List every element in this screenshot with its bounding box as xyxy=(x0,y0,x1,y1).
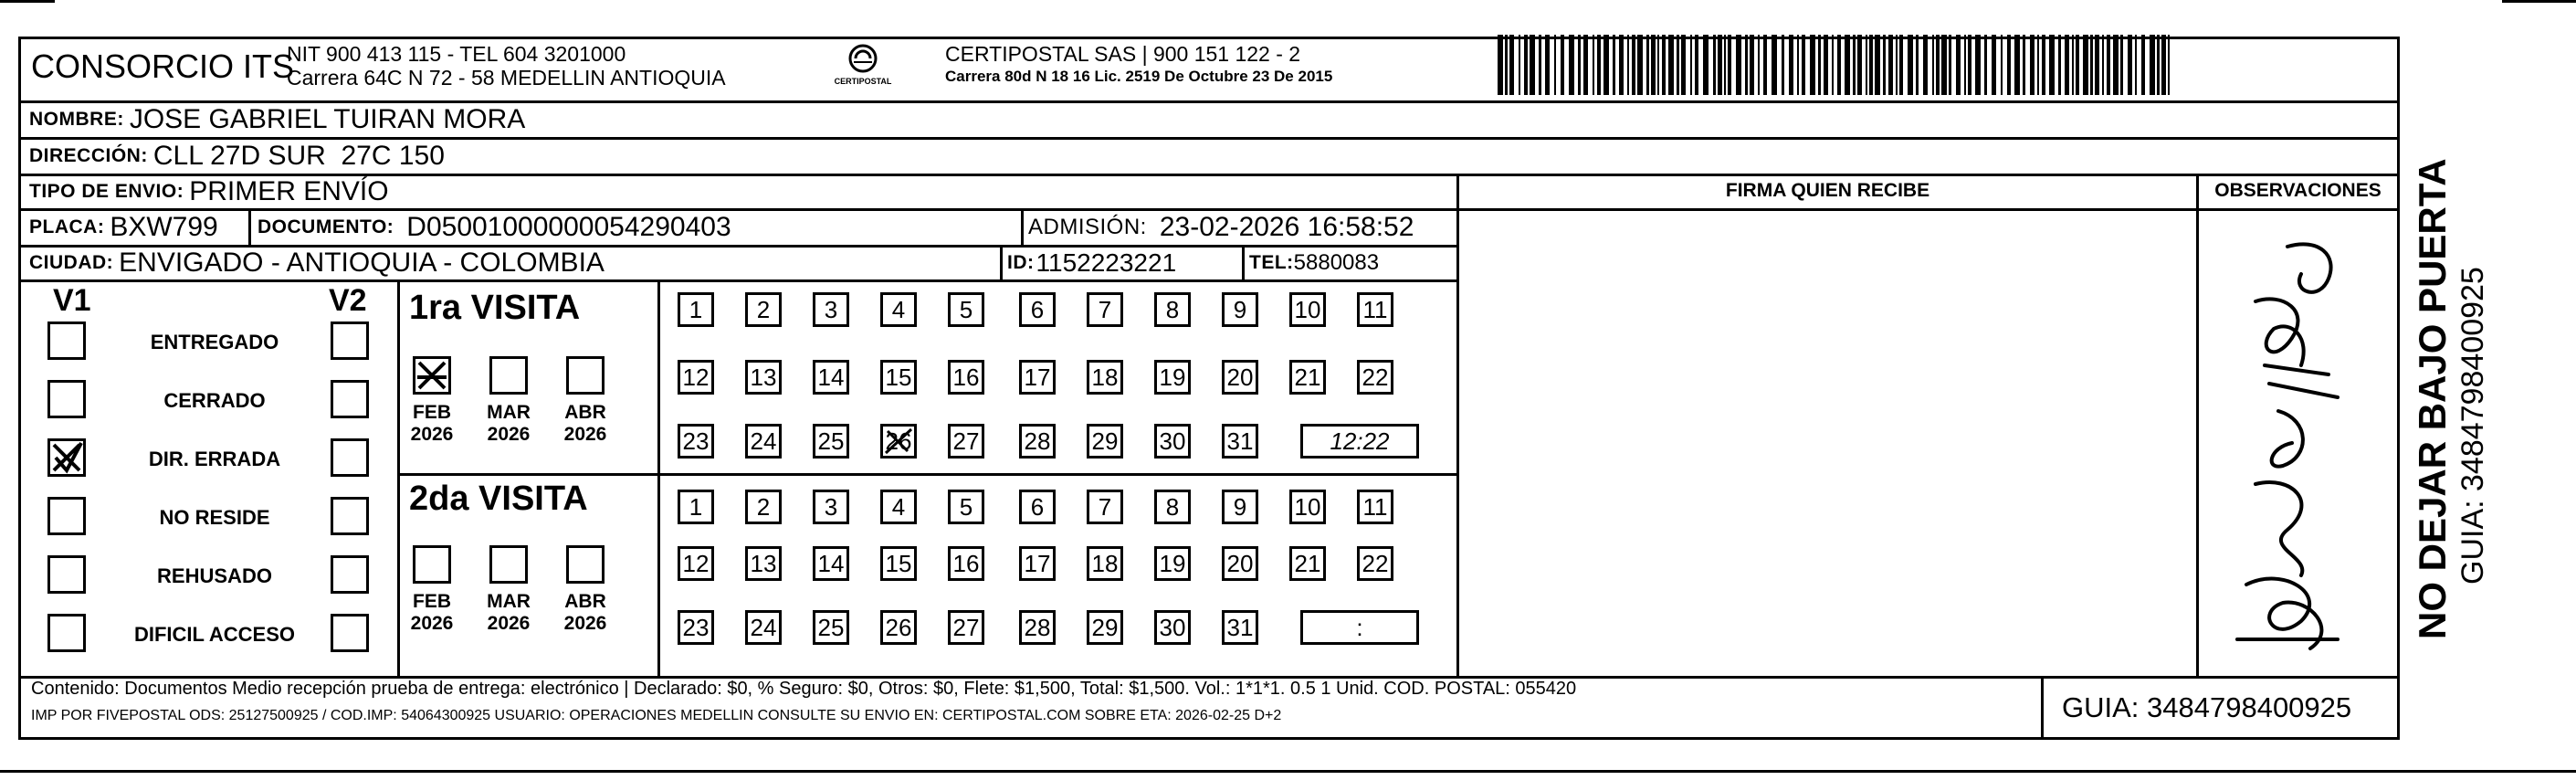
day-box[interactable]: 24 xyxy=(745,424,782,459)
admision-label: ADMISIÓN: xyxy=(1028,215,1147,239)
month-checkbox-mar[interactable] xyxy=(489,356,528,395)
day-box[interactable]: 17 xyxy=(1019,360,1056,395)
nombre-label: NOMBRE: xyxy=(29,109,124,130)
id-value: 1152223221 xyxy=(1036,248,1177,277)
tel-value: 5880083 xyxy=(1293,250,1380,275)
month-checkbox-abr[interactable] xyxy=(566,545,605,584)
footer-imp: IMP POR FIVEPOSTAL ODS: 25127500925 / COD.IMP: 54064300925 USUARIO: OPERACIONES MEDELLIN CONSULTE SU ENVIO EN: CERTIPOSTAL.COM SOBRE ETA: 2026-02-25 D+2 xyxy=(31,708,1282,723)
status-label: DIR. ERRADA xyxy=(148,448,281,470)
day-box[interactable]: 2 xyxy=(745,490,782,524)
top-edge-line xyxy=(0,0,55,3)
ciudad-value: ENVIGADO - ANTIOQUIA - COLOMBIA xyxy=(119,248,605,278)
day-box[interactable]: 8 xyxy=(1154,292,1191,327)
month-checkbox-abr[interactable] xyxy=(566,356,605,395)
month-checkbox-mar[interactable] xyxy=(489,545,528,584)
day-box[interactable]: 14 xyxy=(813,360,849,395)
placa-row xyxy=(29,210,218,245)
day-box[interactable]: 6 xyxy=(1019,292,1056,327)
day-box[interactable]: 24 xyxy=(745,610,782,645)
tipo-label: TIPO DE ENVIO: xyxy=(29,180,184,202)
admision-divider xyxy=(1021,208,1024,245)
bottom-edge-line xyxy=(0,770,2576,773)
tel-row xyxy=(1249,247,1379,279)
day-box[interactable]: 20 xyxy=(1222,546,1258,581)
day-box[interactable]: 9 xyxy=(1222,292,1258,327)
documento-label: DOCUMENTO: xyxy=(258,216,394,237)
month-label xyxy=(405,591,459,635)
placa-divider xyxy=(248,208,251,245)
day-box[interactable]: 4 xyxy=(880,490,917,524)
side-text-block xyxy=(2411,55,2539,639)
right-frame-divider xyxy=(2397,100,2400,677)
month-label xyxy=(405,402,459,446)
day-box[interactable]: 11 xyxy=(1357,490,1393,524)
status-label: REHUSADO xyxy=(157,564,272,587)
status-label: ENTREGADO xyxy=(150,331,279,353)
month-year: 2026 xyxy=(487,613,531,634)
v2-divider xyxy=(397,279,400,677)
top-edge-line-right xyxy=(2502,0,2576,3)
second-visit-title: 2da VISITA xyxy=(409,480,588,518)
day-box[interactable]: 10 xyxy=(1289,292,1326,327)
certipostal-logo xyxy=(826,40,899,95)
day-box[interactable]: 28 xyxy=(1019,610,1056,645)
month-year: 2026 xyxy=(563,613,607,634)
footer-guia-divider xyxy=(2041,676,2044,740)
v1-checkbox[interactable] xyxy=(47,380,86,418)
recipient-signature xyxy=(2201,237,2392,658)
v1-checkbox[interactable] xyxy=(47,321,86,360)
tel-label: TEL: xyxy=(1249,252,1294,273)
day-box[interactable]: 10 xyxy=(1289,490,1326,524)
month-year: 2026 xyxy=(410,613,454,634)
admision-value: 23-02-2026 16:58:52 xyxy=(1159,212,1414,242)
day-box[interactable]: 15 xyxy=(880,360,917,395)
v2-checkbox[interactable] xyxy=(331,438,369,477)
documento-value: D05001000000054290403 xyxy=(406,212,731,242)
day-box[interactable]: 29 xyxy=(1087,424,1123,459)
v2-checkbox[interactable] xyxy=(331,380,369,418)
v2-checkbox[interactable] xyxy=(331,497,369,535)
barcode xyxy=(1498,35,2173,95)
day-box[interactable]: 18 xyxy=(1087,546,1123,581)
day-box[interactable]: 16 xyxy=(948,546,984,581)
nombre-value: JOSE GABRIEL TUIRAN MORA xyxy=(129,104,526,134)
month-label xyxy=(558,591,613,635)
tipo-row xyxy=(29,174,389,208)
day-box[interactable]: 17 xyxy=(1019,546,1056,581)
carrier-address: Carrera 80d N 18 16 Lic. 2519 De Octubre 23 De 2015 xyxy=(945,68,1333,85)
first-visit-title: 1ra VISITA xyxy=(409,289,581,327)
time-box[interactable]: 12:22 xyxy=(1300,424,1419,459)
day-box[interactable]: 3 xyxy=(813,490,849,524)
day-box[interactable]: 4 xyxy=(880,292,917,327)
v2-header: V2 xyxy=(329,283,367,318)
v1-checkbox[interactable] xyxy=(47,614,86,652)
id-label: ID: xyxy=(1007,252,1035,273)
day-box[interactable]: 5 xyxy=(948,490,984,524)
placa-value: BXW799 xyxy=(110,212,218,242)
direccion-value: CLL 27D SUR 27C 150 xyxy=(152,141,445,171)
firma-divider xyxy=(1456,174,1459,677)
day-box[interactable]: 26 xyxy=(880,424,917,459)
ciudad-label: CIUDAD: xyxy=(29,252,114,273)
day-box[interactable]: 5 xyxy=(948,292,984,327)
day-box[interactable]: 31 xyxy=(1222,610,1258,645)
day-box[interactable]: 22 xyxy=(1357,360,1393,395)
v2-checkbox[interactable] xyxy=(331,321,369,360)
month-label xyxy=(481,402,536,446)
day-box[interactable]: 9 xyxy=(1222,490,1258,524)
day-box[interactable]: 7 xyxy=(1087,490,1123,524)
admision-row xyxy=(1028,210,1414,245)
placa-label: PLACA: xyxy=(29,216,105,237)
v1-checkbox[interactable] xyxy=(47,555,86,594)
id-row xyxy=(1007,247,1176,279)
day-box[interactable]: 6 xyxy=(1019,490,1056,524)
month-year: 2026 xyxy=(563,424,607,445)
x-mark-icon xyxy=(415,359,448,392)
day-box[interactable]: 21 xyxy=(1289,546,1326,581)
day-box[interactable]: 12 xyxy=(678,546,714,581)
day-box[interactable]: 30 xyxy=(1154,424,1191,459)
v1-checkbox[interactable] xyxy=(47,497,86,535)
day-box[interactable]: 20 xyxy=(1222,360,1258,395)
day-box[interactable]: 25 xyxy=(813,610,849,645)
v2-checkbox[interactable] xyxy=(331,555,369,594)
day-box[interactable]: 23 xyxy=(678,424,714,459)
observaciones-divider xyxy=(2196,174,2199,677)
month-name: MAR xyxy=(487,402,531,423)
side-guia: GUIA: 3484798400925 xyxy=(2455,267,2490,585)
day-box[interactable]: 8 xyxy=(1154,490,1191,524)
day-box[interactable]: 12 xyxy=(678,360,714,395)
observaciones-header: OBSERVACIONES xyxy=(2214,180,2381,201)
status-label: CERRADO xyxy=(163,389,266,412)
day-box[interactable]: 25 xyxy=(813,424,849,459)
nombre-row xyxy=(29,102,525,137)
nit-line: NIT 900 413 115 - TEL 604 3201000 xyxy=(287,42,626,66)
day-box[interactable]: 30 xyxy=(1154,610,1191,645)
row-line-5 xyxy=(18,279,1456,282)
status-label: DIFICIL ACCESO xyxy=(133,623,295,646)
months-divider xyxy=(657,279,660,677)
month-year: 2026 xyxy=(410,424,454,445)
carrier-line: CERTIPOSTAL SAS | 900 151 122 - 2 xyxy=(945,42,1301,66)
day-box[interactable]: 16 xyxy=(948,360,984,395)
id-divider xyxy=(1000,245,1003,279)
month-name: FEB xyxy=(413,402,451,423)
day-box[interactable]: 1 xyxy=(678,292,714,327)
day-box[interactable]: 26 xyxy=(880,610,917,645)
month-checkbox-feb[interactable] xyxy=(413,545,451,584)
firma-header: FIRMA QUIEN RECIBE xyxy=(1725,180,1930,201)
documento-row xyxy=(258,210,731,245)
footer-contenido: Contenido: Documentos Medio recepción prueba de entrega: electrónico | Declarado: $0, % Seguro: $0, Otros: $0, Flete: $1,500, Total: $1,500. Vol.: 1*1*1. 0.5 1 Unid. COD. POSTAL: 055420 xyxy=(31,679,1577,699)
day-box[interactable]: 22 xyxy=(1357,546,1393,581)
day-box[interactable]: 27 xyxy=(948,424,984,459)
time-box[interactable]: : xyxy=(1300,610,1419,645)
day-box[interactable]: 11 xyxy=(1357,292,1393,327)
ciudad-row xyxy=(29,247,605,279)
day-box[interactable]: 15 xyxy=(880,546,917,581)
v1-header: V1 xyxy=(53,283,91,318)
x-mark-icon xyxy=(50,441,83,474)
month-year: 2026 xyxy=(487,424,531,445)
tipo-value: PRIMER ENVÍO xyxy=(189,175,389,206)
day-box[interactable]: 19 xyxy=(1154,360,1191,395)
direccion-label: DIRECCIÓN: xyxy=(29,145,148,166)
logo-text: CERTIPOSTAL xyxy=(834,77,892,86)
visit-divider xyxy=(397,473,1456,476)
day-box[interactable]: 23 xyxy=(678,610,714,645)
company-name: CONSORCIO ITS xyxy=(31,47,295,85)
day-box[interactable]: 13 xyxy=(745,546,782,581)
day-box[interactable]: 2 xyxy=(745,292,782,327)
day-strike-mark xyxy=(880,424,917,463)
month-name: ABR xyxy=(564,591,606,612)
day-box[interactable]: 27 xyxy=(948,610,984,645)
direccion-row xyxy=(29,139,445,174)
no-dejar-bajo-puerta: NO DEJAR BAJO PUERTA xyxy=(2411,158,2454,639)
day-box[interactable]: 19 xyxy=(1154,546,1191,581)
day-box[interactable]: 14 xyxy=(813,546,849,581)
month-checkbox-feb[interactable] xyxy=(413,356,451,395)
day-box[interactable]: 7 xyxy=(1087,292,1123,327)
footer-guia: GUIA: 3484798400925 xyxy=(2062,691,2352,723)
day-box[interactable]: 29 xyxy=(1087,610,1123,645)
month-name: ABR xyxy=(564,402,606,423)
status-label: NO RESIDE xyxy=(159,506,270,529)
month-label xyxy=(481,591,536,635)
month-name: MAR xyxy=(487,591,531,612)
company-address: Carrera 64C N 72 - 58 MEDELLIN ANTIOQUIA xyxy=(287,66,726,90)
v2-checkbox[interactable] xyxy=(331,614,369,652)
v1-checkbox[interactable] xyxy=(47,438,86,477)
day-box[interactable]: 3 xyxy=(813,292,849,327)
day-box[interactable]: 28 xyxy=(1019,424,1056,459)
day-box[interactable]: 1 xyxy=(678,490,714,524)
day-box[interactable]: 13 xyxy=(745,360,782,395)
day-box[interactable]: 21 xyxy=(1289,360,1326,395)
month-label xyxy=(558,402,613,446)
day-box[interactable]: 31 xyxy=(1222,424,1258,459)
day-box[interactable]: 18 xyxy=(1087,360,1123,395)
tel-divider xyxy=(1242,245,1245,279)
month-name: FEB xyxy=(413,591,451,612)
